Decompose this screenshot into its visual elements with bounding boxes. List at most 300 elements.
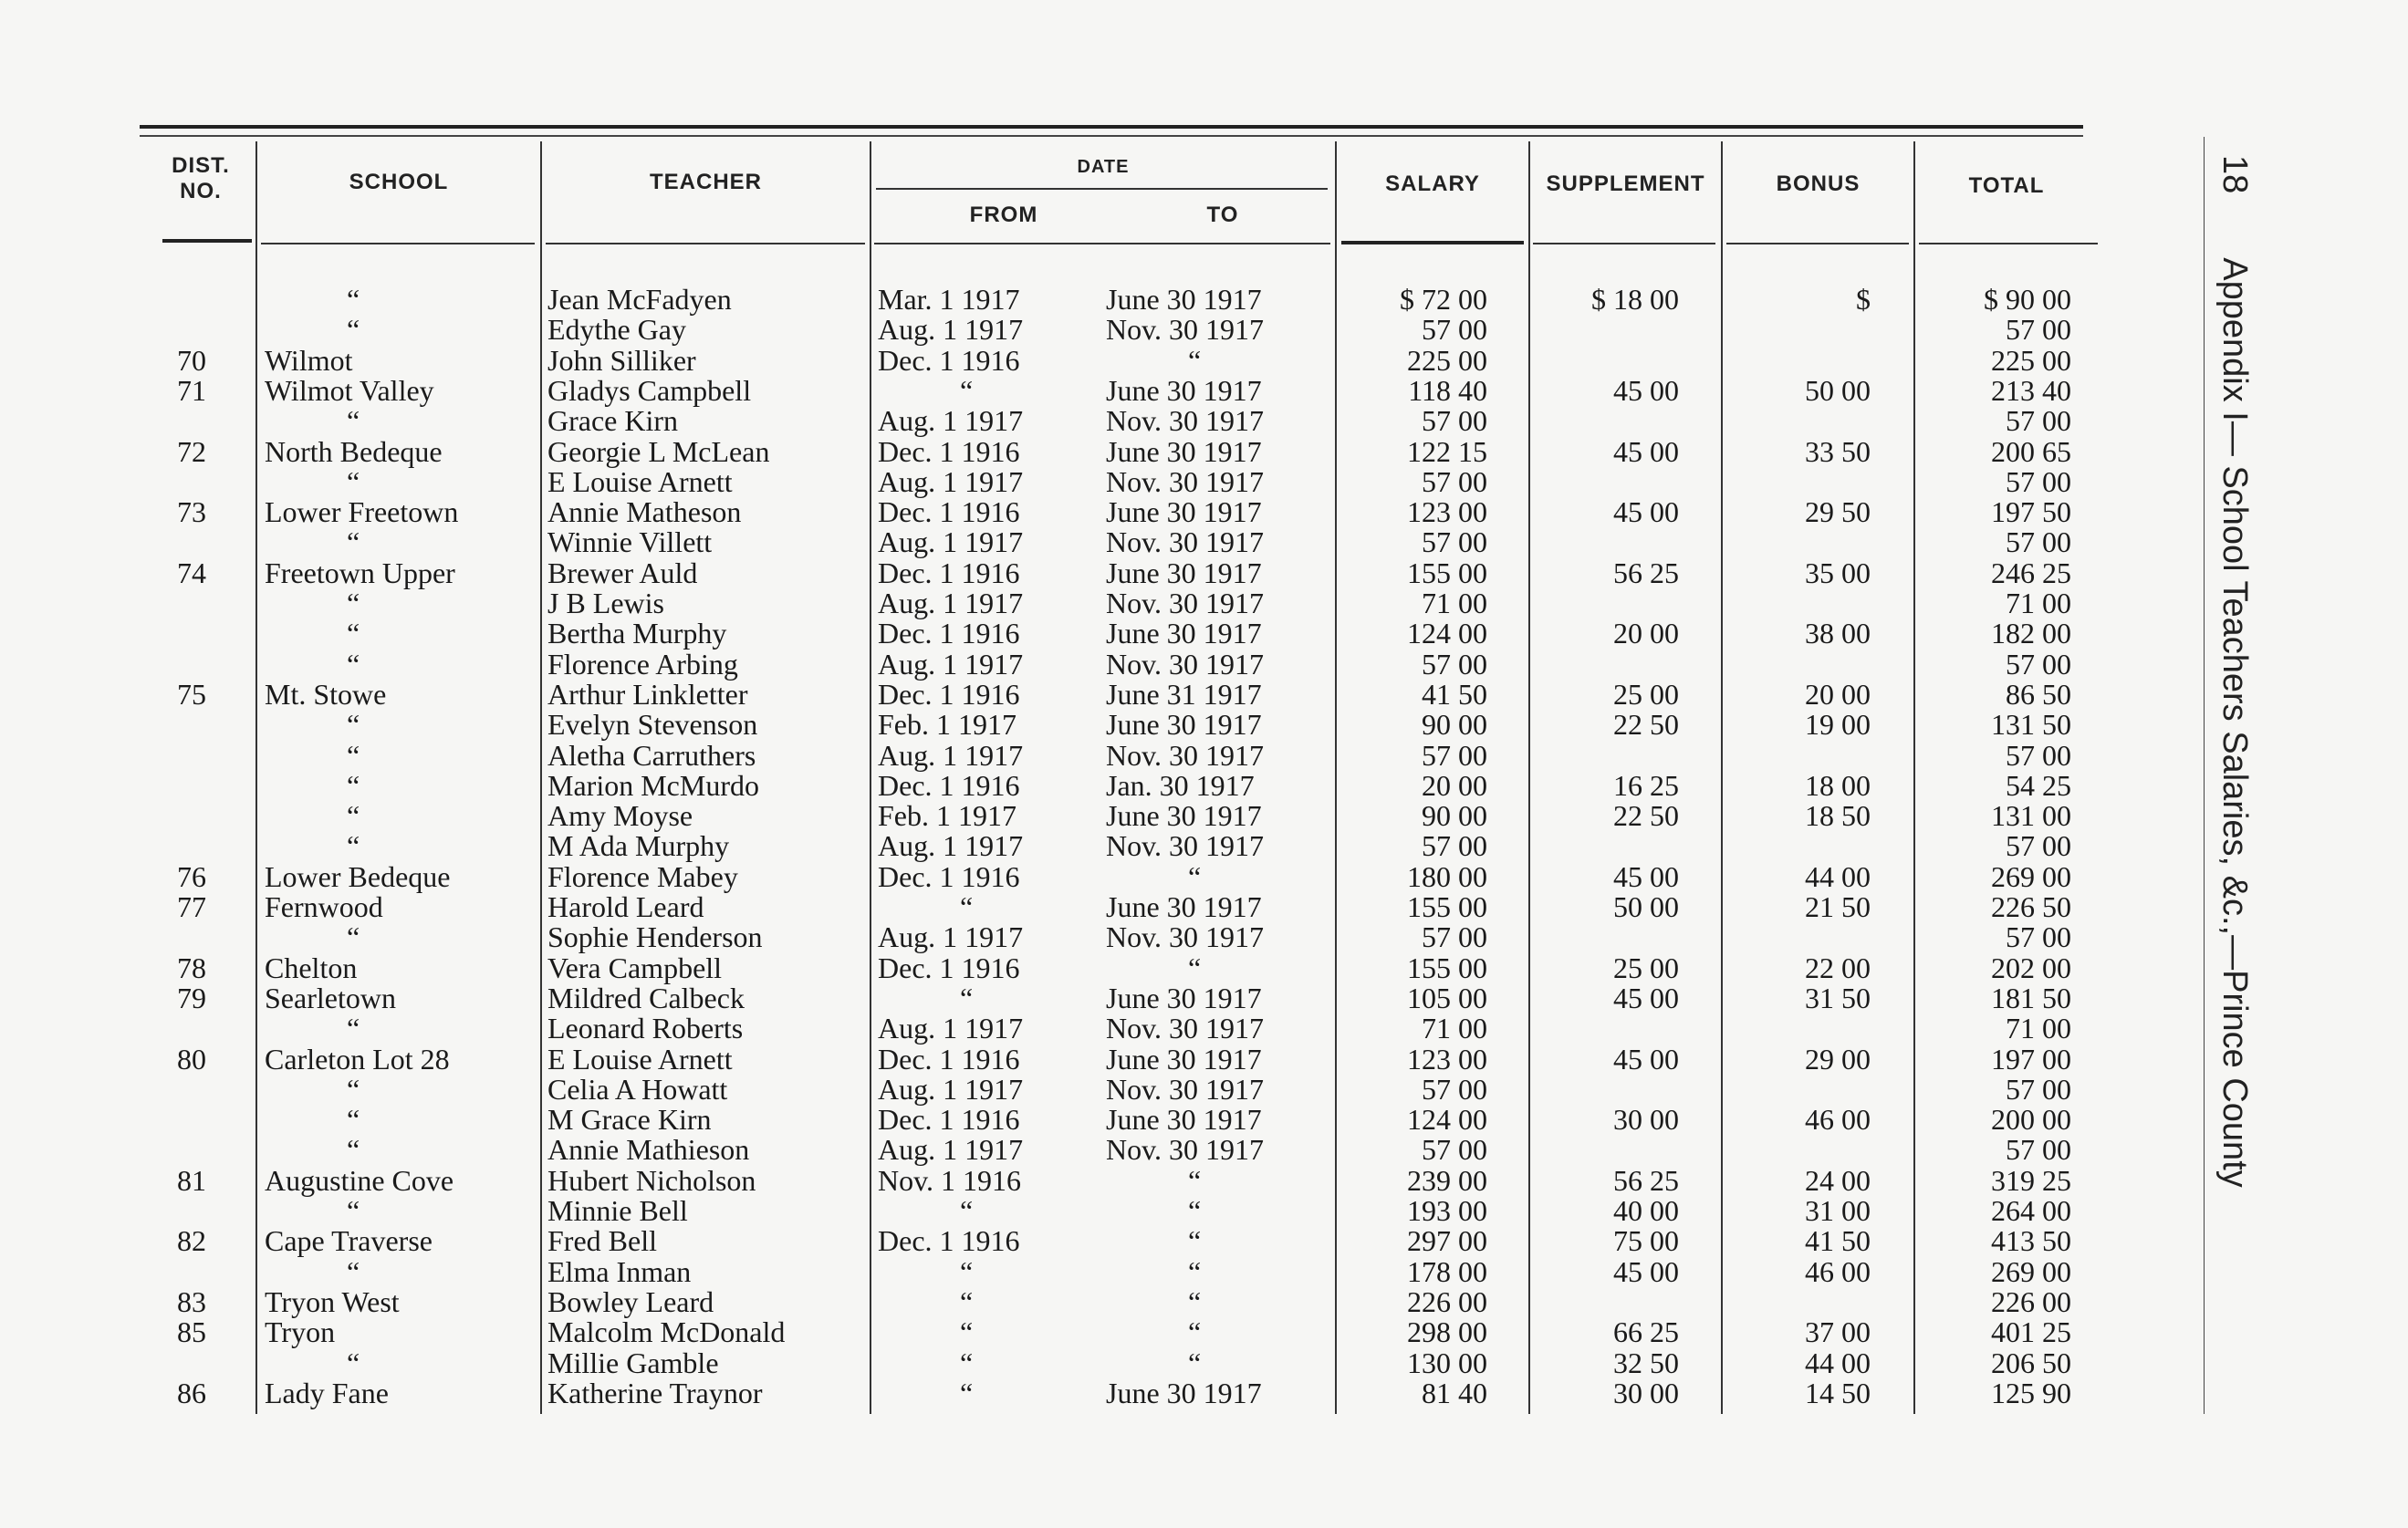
- cell-dist: 70: [177, 343, 206, 377]
- cell-teacher: Mildred Calbeck: [547, 981, 745, 1014]
- cell-salary: 71 00: [1422, 587, 1487, 619]
- cell-total: 182 00: [1991, 617, 2071, 650]
- cell-school: “: [347, 587, 360, 619]
- cell-total: 213 40: [1991, 373, 2071, 407]
- cell-to: Jan. 30 1917: [1106, 768, 1255, 802]
- cell-salary: 118 40: [1408, 373, 1487, 407]
- cell-salary: 57 00: [1422, 464, 1487, 498]
- cell-from: “: [960, 1284, 974, 1318]
- cell-total: $ 90 00: [1984, 283, 2071, 316]
- running-title: [2215, 155, 2254, 1188]
- cell-salary: 57 00: [1422, 525, 1487, 559]
- date-subrule: [876, 188, 1328, 190]
- cell-bonus: 18 50: [1805, 799, 1871, 833]
- cell-salary: 124 00: [1407, 617, 1487, 650]
- header-to: TO: [1206, 203, 1239, 227]
- cell-total: 269 00: [1991, 859, 2071, 893]
- header-rule: [1726, 243, 1909, 244]
- cell-salary: 239 00: [1407, 1163, 1487, 1197]
- cell-school: “: [347, 647, 360, 681]
- cell-total: 57 00: [2006, 1072, 2071, 1106]
- cell-salary: 225 00: [1407, 343, 1487, 377]
- header-rule: [546, 243, 865, 244]
- cell-to: “: [1188, 1224, 1202, 1258]
- header-dist-no: DIST. NO.: [172, 153, 230, 203]
- cell-total: 57 00: [2006, 404, 2071, 438]
- header-rule: [1919, 243, 2098, 244]
- cell-from: Dec. 1 1916: [878, 859, 1020, 893]
- cell-total: 319 25: [1991, 1163, 2071, 1197]
- cell-bonus: 38 00: [1805, 617, 1871, 650]
- cell-dist: 85: [177, 1315, 206, 1349]
- cell-total: 269 00: [1991, 1254, 2071, 1288]
- cell-from: Dec. 1 1916: [878, 434, 1020, 468]
- cell-total: 54 25: [2006, 768, 2071, 802]
- cell-teacher: Sophie Henderson: [547, 920, 763, 954]
- cell-to: June 30 1917: [1106, 283, 1262, 316]
- column-divider: [1721, 141, 1723, 1414]
- cell-teacher: Leonard Roberts: [547, 1012, 744, 1045]
- cell-school: North Bedeque: [265, 434, 443, 468]
- cell-from: “: [960, 1346, 974, 1379]
- cell-from: Dec. 1 1916: [878, 1042, 1020, 1076]
- cell-salary: 178 00: [1407, 1254, 1487, 1288]
- cell-teacher: Elma Inman: [547, 1254, 692, 1288]
- cell-dist: 80: [177, 1042, 206, 1076]
- column-divider: [870, 141, 871, 1414]
- cell-from: “: [960, 373, 974, 407]
- cell-school: “: [347, 313, 360, 347]
- column-divider: [255, 141, 257, 1414]
- cell-school: “: [347, 404, 360, 438]
- cell-teacher: E Louise Arnett: [547, 1042, 733, 1076]
- cell-from: Aug. 1 1917: [878, 738, 1024, 772]
- cell-school: “: [347, 738, 360, 772]
- cell-bonus: 46 00: [1805, 1254, 1871, 1288]
- cell-supplement: 32 50: [1613, 1346, 1679, 1379]
- cell-salary: 123 00: [1407, 495, 1487, 529]
- cell-from: Mar. 1 1917: [878, 283, 1020, 316]
- cell-school: “: [347, 768, 360, 802]
- cell-from: Aug. 1 1917: [878, 920, 1024, 954]
- cell-total: 181 50: [1991, 981, 2071, 1014]
- cell-teacher: E Louise Arnett: [547, 464, 733, 498]
- cell-total: 131 00: [1991, 799, 2071, 833]
- cell-supplement: 56 25: [1613, 556, 1679, 589]
- header-date: DATE: [1077, 157, 1130, 177]
- cell-salary: 298 00: [1407, 1315, 1487, 1349]
- cell-to: “: [1188, 343, 1202, 377]
- cell-bonus: $: [1856, 283, 1871, 316]
- cell-to: Nov. 30 1917: [1106, 1133, 1265, 1167]
- cell-school: “: [347, 1254, 360, 1288]
- cell-total: 125 90: [1991, 1376, 2071, 1409]
- cell-dist: 74: [177, 556, 206, 589]
- cell-school: “: [347, 525, 360, 559]
- cell-total: 226 00: [1991, 1284, 2071, 1318]
- cell-school: “: [347, 1346, 360, 1379]
- top-rule-thin: [140, 135, 2083, 137]
- cell-total: 413 50: [1991, 1224, 2071, 1258]
- cell-teacher: Evelyn Stevenson: [547, 708, 758, 742]
- cell-school: Augustine Cove: [265, 1163, 454, 1197]
- cell-from: Dec. 1 1916: [878, 343, 1020, 377]
- cell-from: Aug. 1 1917: [878, 404, 1024, 438]
- cell-supplement: 45 00: [1613, 373, 1679, 407]
- cell-from: “: [960, 1376, 974, 1409]
- cell-school: Tryon: [265, 1315, 336, 1349]
- cell-to: Nov. 30 1917: [1106, 829, 1265, 863]
- cell-school: Wilmot: [265, 343, 353, 377]
- cell-total: 206 50: [1991, 1346, 2071, 1379]
- column-divider: [1913, 141, 1915, 1414]
- cell-dist: 73: [177, 495, 206, 529]
- cell-to: June 30 1917: [1106, 373, 1262, 407]
- cell-from: Aug. 1 1917: [878, 525, 1024, 559]
- cell-supplement: 25 00: [1613, 951, 1679, 984]
- cell-from: “: [960, 890, 974, 923]
- cell-from: Aug. 1 1917: [878, 1072, 1024, 1106]
- cell-to: “: [1188, 1194, 1202, 1227]
- cell-salary: 123 00: [1407, 1042, 1487, 1076]
- cell-total: 226 50: [1991, 890, 2071, 923]
- cell-to: June 30 1917: [1106, 617, 1262, 650]
- cell-bonus: 35 00: [1805, 556, 1871, 589]
- cell-from: Dec. 1 1916: [878, 951, 1020, 984]
- cell-supplement: 20 00: [1613, 617, 1679, 650]
- cell-teacher: Florence Mabey: [547, 859, 738, 893]
- cell-supplement: 30 00: [1613, 1103, 1679, 1137]
- cell-total: 86 50: [2006, 677, 2071, 711]
- cell-to: June 30 1917: [1106, 1103, 1262, 1137]
- cell-total: 57 00: [2006, 313, 2071, 347]
- margin-rule: [2204, 137, 2205, 1414]
- cell-bonus: 41 50: [1805, 1224, 1871, 1258]
- cell-school: “: [347, 283, 360, 316]
- cell-salary: 81 40: [1422, 1376, 1487, 1409]
- cell-teacher: Winnie Villett: [547, 525, 713, 559]
- cell-supplement: 45 00: [1613, 1254, 1679, 1288]
- cell-salary: 90 00: [1422, 799, 1487, 833]
- cell-school: “: [347, 920, 360, 954]
- cell-school: Freetown Upper: [265, 556, 455, 589]
- cell-teacher: Malcolm McDonald: [547, 1315, 786, 1349]
- cell-teacher: Bertha Murphy: [547, 617, 727, 650]
- cell-to: Nov. 30 1917: [1106, 920, 1265, 954]
- header-rule: [162, 239, 252, 243]
- cell-supplement: 16 25: [1613, 768, 1679, 802]
- cell-total: 71 00: [2006, 587, 2071, 619]
- cell-supplement: 45 00: [1613, 859, 1679, 893]
- cell-salary: 57 00: [1422, 920, 1487, 954]
- cell-total: 57 00: [2006, 920, 2071, 954]
- cell-to: “: [1188, 859, 1202, 893]
- cell-teacher: M Ada Murphy: [547, 829, 730, 863]
- cell-salary: 57 00: [1422, 404, 1487, 438]
- cell-to: Nov. 30 1917: [1106, 464, 1265, 498]
- cell-bonus: 22 00: [1805, 951, 1871, 984]
- cell-bonus: 33 50: [1805, 434, 1871, 468]
- header-total: TOTAL: [1968, 173, 2045, 198]
- cell-from: Aug. 1 1917: [878, 1012, 1024, 1045]
- cell-dist: 79: [177, 981, 206, 1014]
- cell-to: June 31 1917: [1106, 677, 1262, 711]
- cell-supplement: $ 18 00: [1591, 283, 1679, 316]
- cell-bonus: 19 00: [1805, 708, 1871, 742]
- cell-from: Aug. 1 1917: [878, 647, 1024, 681]
- cell-to: “: [1188, 1284, 1202, 1318]
- cell-school: “: [347, 1133, 360, 1167]
- cell-to: June 30 1917: [1106, 1042, 1262, 1076]
- cell-teacher: Minnie Bell: [547, 1194, 688, 1227]
- cell-dist: 83: [177, 1284, 206, 1318]
- cell-to: June 30 1917: [1106, 495, 1262, 529]
- cell-supplement: 56 25: [1613, 1163, 1679, 1197]
- cell-salary: 130 00: [1407, 1346, 1487, 1379]
- cell-school: “: [347, 1103, 360, 1137]
- cell-supplement: 30 00: [1613, 1376, 1679, 1409]
- cell-from: Dec. 1 1916: [878, 1103, 1020, 1137]
- cell-teacher: M Grace Kirn: [547, 1103, 712, 1137]
- cell-supplement: 75 00: [1613, 1224, 1679, 1258]
- cell-school: Lower Bedeque: [265, 859, 451, 893]
- cell-salary: 20 00: [1422, 768, 1487, 802]
- cell-supplement: 40 00: [1613, 1194, 1679, 1227]
- cell-total: 57 00: [2006, 647, 2071, 681]
- cell-school: “: [347, 617, 360, 650]
- cell-to: “: [1188, 1254, 1202, 1288]
- cell-teacher: Edythe Gay: [547, 313, 686, 347]
- cell-supplement: 45 00: [1613, 434, 1679, 468]
- cell-teacher: Brewer Auld: [547, 556, 698, 589]
- cell-teacher: Bowley Leard: [547, 1284, 714, 1318]
- cell-from: “: [960, 981, 974, 1014]
- cell-school: “: [347, 708, 360, 742]
- cell-teacher: Aletha Carruthers: [547, 738, 756, 772]
- cell-from: Dec. 1 1916: [878, 768, 1020, 802]
- cell-dist: 72: [177, 434, 206, 468]
- cell-school: Chelton: [265, 951, 358, 984]
- cell-to: “: [1188, 1315, 1202, 1349]
- cell-supplement: 22 50: [1613, 708, 1679, 742]
- cell-bonus: 14 50: [1805, 1376, 1871, 1409]
- cell-supplement: 25 00: [1613, 677, 1679, 711]
- cell-to: June 30 1917: [1106, 1376, 1262, 1409]
- cell-teacher: Gladys Campbell: [547, 373, 752, 407]
- cell-salary: 180 00: [1407, 859, 1487, 893]
- cell-salary: 57 00: [1422, 647, 1487, 681]
- cell-salary: 297 00: [1407, 1224, 1487, 1258]
- cell-dist: 75: [177, 677, 206, 711]
- cell-total: 57 00: [2006, 1133, 2071, 1167]
- cell-school: Lower Freetown: [265, 495, 459, 529]
- cell-total: 200 65: [1991, 434, 2071, 468]
- header-rule: [1341, 241, 1524, 244]
- cell-to: Nov. 30 1917: [1106, 647, 1265, 681]
- cell-teacher: Fred Bell: [547, 1224, 657, 1258]
- cell-salary: 90 00: [1422, 708, 1487, 742]
- cell-school: “: [347, 829, 360, 863]
- cell-supplement: 45 00: [1613, 981, 1679, 1014]
- cell-teacher: Celia A Howatt: [547, 1072, 728, 1106]
- cell-supplement: 22 50: [1613, 799, 1679, 833]
- cell-school: Searletown: [265, 981, 396, 1014]
- cell-school: Cape Traverse: [265, 1224, 433, 1258]
- cell-from: Aug. 1 1917: [878, 464, 1024, 498]
- cell-bonus: 44 00: [1805, 1346, 1871, 1379]
- cell-salary: 122 15: [1407, 434, 1487, 468]
- cell-salary: 57 00: [1422, 1072, 1487, 1106]
- cell-school: Fernwood: [265, 890, 383, 923]
- cell-from: Aug. 1 1917: [878, 313, 1024, 347]
- cell-bonus: 31 00: [1805, 1194, 1871, 1227]
- cell-school: “: [347, 1072, 360, 1106]
- cell-from: Nov. 1 1916: [878, 1163, 1022, 1197]
- cell-teacher: Jean McFadyen: [547, 283, 732, 316]
- cell-to: Nov. 30 1917: [1106, 738, 1265, 772]
- cell-school: Carleton Lot 28: [265, 1042, 450, 1076]
- cell-from: Feb. 1 1917: [878, 708, 1016, 742]
- cell-total: 57 00: [2006, 738, 2071, 772]
- cell-salary: 71 00: [1422, 1012, 1487, 1045]
- cell-bonus: 31 50: [1805, 981, 1871, 1014]
- cell-salary: 57 00: [1422, 829, 1487, 863]
- header-teacher: TEACHER: [649, 170, 762, 194]
- cell-to: “: [1188, 951, 1202, 984]
- cell-dist: 71: [177, 373, 206, 407]
- cell-salary: 193 00: [1407, 1194, 1487, 1227]
- cell-from: “: [960, 1254, 974, 1288]
- cell-total: 225 00: [1991, 343, 2071, 377]
- cell-bonus: 29 50: [1805, 495, 1871, 529]
- cell-dist: 77: [177, 890, 206, 923]
- cell-to: June 30 1917: [1106, 556, 1262, 589]
- cell-total: 57 00: [2006, 525, 2071, 559]
- cell-school: “: [347, 799, 360, 833]
- cell-total: 401 25: [1991, 1315, 2071, 1349]
- cell-teacher: J B Lewis: [547, 587, 664, 619]
- cell-bonus: 46 00: [1805, 1103, 1871, 1137]
- cell-to: June 30 1917: [1106, 981, 1262, 1014]
- page-number: 18: [2215, 155, 2254, 194]
- cell-dist: 78: [177, 951, 206, 984]
- cell-total: 197 50: [1991, 495, 2071, 529]
- cell-total: 197 00: [1991, 1042, 2071, 1076]
- cell-from: Aug. 1 1917: [878, 829, 1024, 863]
- cell-bonus: 20 00: [1805, 677, 1871, 711]
- header-salary: SALARY: [1385, 172, 1480, 196]
- cell-to: “: [1188, 1163, 1202, 1197]
- cell-dist: 76: [177, 859, 206, 893]
- header-rule: [874, 243, 1330, 244]
- cell-from: Dec. 1 1916: [878, 1224, 1020, 1258]
- cell-school: Lady Fane: [265, 1376, 389, 1409]
- cell-to: June 30 1917: [1106, 708, 1262, 742]
- cell-school: Mt. Stowe: [265, 677, 387, 711]
- cell-teacher: Annie Matheson: [547, 495, 742, 529]
- cell-salary: 155 00: [1407, 556, 1487, 589]
- cell-dist: 81: [177, 1163, 206, 1197]
- cell-to: Nov. 30 1917: [1106, 404, 1265, 438]
- cell-teacher: Amy Moyse: [547, 799, 693, 833]
- cell-salary: 155 00: [1407, 951, 1487, 984]
- cell-teacher: Vera Campbell: [547, 951, 723, 984]
- cell-school: “: [347, 1012, 360, 1045]
- cell-salary: 226 00: [1407, 1284, 1487, 1318]
- cell-supplement: 50 00: [1613, 890, 1679, 923]
- cell-salary: 155 00: [1407, 890, 1487, 923]
- cell-total: 202 00: [1991, 951, 2071, 984]
- cell-school: “: [347, 1194, 360, 1227]
- cell-supplement: 45 00: [1613, 1042, 1679, 1076]
- cell-from: Dec. 1 1916: [878, 617, 1020, 650]
- header-school: SCHOOL: [349, 170, 449, 194]
- cell-salary: 57 00: [1422, 313, 1487, 347]
- cell-bonus: 18 00: [1805, 768, 1871, 802]
- cell-total: 131 50: [1991, 708, 2071, 742]
- cell-school: Wilmot Valley: [265, 373, 434, 407]
- cell-teacher: Hubert Nicholson: [547, 1163, 756, 1197]
- cell-to: Nov. 30 1917: [1106, 313, 1265, 347]
- cell-teacher: Georgie L McLean: [547, 434, 770, 468]
- cell-total: 57 00: [2006, 464, 2071, 498]
- header-rule: [261, 243, 535, 244]
- cell-salary: 57 00: [1422, 1133, 1487, 1167]
- cell-total: 71 00: [2006, 1012, 2071, 1045]
- header-bonus: BONUS: [1776, 172, 1861, 196]
- cell-from: Feb. 1 1917: [878, 799, 1016, 833]
- side-title: Appendix I— School Teachers Salaries, &c.,—Prince County: [2215, 257, 2254, 1188]
- cell-to: Nov. 30 1917: [1106, 587, 1265, 619]
- cell-teacher: Florence Arbing: [547, 647, 738, 681]
- cell-dist: 86: [177, 1376, 206, 1409]
- cell-teacher: Katherine Traynor: [547, 1376, 763, 1409]
- cell-to: “: [1188, 1346, 1202, 1379]
- cell-to: June 30 1917: [1106, 890, 1262, 923]
- cell-teacher: Millie Gamble: [547, 1346, 719, 1379]
- header-rule: [1533, 243, 1715, 244]
- cell-total: 57 00: [2006, 829, 2071, 863]
- cell-to: Nov. 30 1917: [1106, 1012, 1265, 1045]
- cell-bonus: 29 00: [1805, 1042, 1871, 1076]
- cell-teacher: Annie Mathieson: [547, 1133, 750, 1167]
- cell-salary: 41 50: [1422, 677, 1487, 711]
- cell-bonus: 21 50: [1805, 890, 1871, 923]
- cell-to: Nov. 30 1917: [1106, 1072, 1265, 1106]
- cell-salary: 124 00: [1407, 1103, 1487, 1137]
- cell-to: June 30 1917: [1106, 799, 1262, 833]
- cell-bonus: 24 00: [1805, 1163, 1871, 1197]
- cell-school: “: [347, 464, 360, 498]
- cell-teacher: Grace Kirn: [547, 404, 679, 438]
- cell-from: Dec. 1 1916: [878, 495, 1020, 529]
- cell-total: 246 25: [1991, 556, 2071, 589]
- cell-teacher: Marion McMurdo: [547, 768, 759, 802]
- cell-salary: 57 00: [1422, 738, 1487, 772]
- column-divider: [1528, 141, 1530, 1414]
- cell-teacher: John Silliker: [547, 343, 696, 377]
- cell-salary: $ 72 00: [1400, 283, 1487, 316]
- cell-supplement: 66 25: [1613, 1315, 1679, 1349]
- cell-to: Nov. 30 1917: [1106, 525, 1265, 559]
- cell-from: Dec. 1 1916: [878, 556, 1020, 589]
- cell-to: June 30 1917: [1106, 434, 1262, 468]
- cell-bonus: 50 00: [1805, 373, 1871, 407]
- header-from: FROM: [969, 203, 1038, 227]
- cell-bonus: 37 00: [1805, 1315, 1871, 1349]
- cell-total: 200 00: [1991, 1103, 2071, 1137]
- cell-total: 264 00: [1991, 1194, 2071, 1227]
